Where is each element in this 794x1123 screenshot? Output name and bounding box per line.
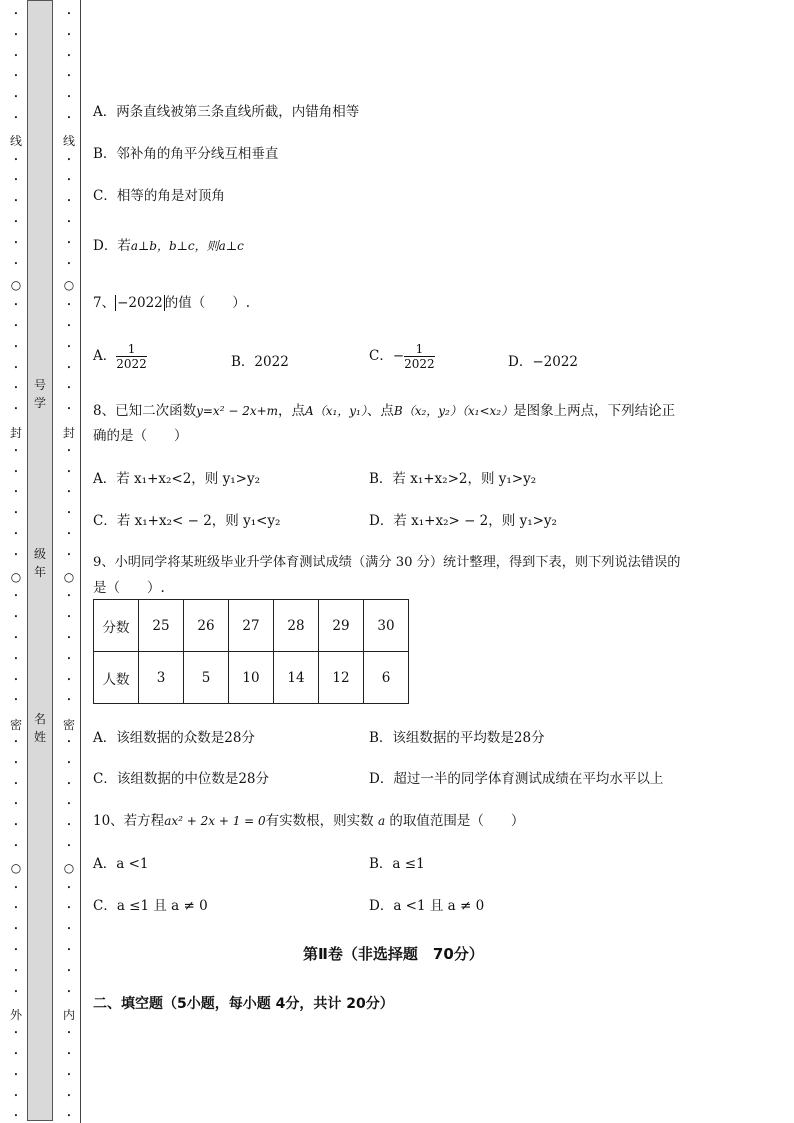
dot-mark: • xyxy=(66,530,72,538)
dot-mark: • xyxy=(13,342,19,351)
circle-mark: ○ xyxy=(63,861,75,875)
outer-mark-wai: 外 xyxy=(9,1008,22,1022)
dot-mark: • xyxy=(66,592,72,601)
dot-mark: • xyxy=(13,1091,19,1100)
section2-title: 二、填空题（5小题，每小题 4分，共计 20分） xyxy=(93,996,394,1012)
q9-option-a: A．该组数据的众数是28分 xyxy=(93,730,255,746)
circle-mark: ○ xyxy=(10,570,22,584)
circle-mark: ○ xyxy=(10,861,22,875)
dot-mark: • xyxy=(66,176,72,185)
q8-text-and: 、点 xyxy=(366,403,394,419)
outer-mark-mi: 密 xyxy=(9,718,22,732)
table-cell: 30 xyxy=(364,600,409,652)
q7-c-fraction xyxy=(404,342,435,371)
dot-mark: • xyxy=(66,634,72,642)
dot-mark: • xyxy=(66,322,72,330)
table-cell: 28 xyxy=(274,600,319,652)
q9-stem-line1: 9、小明同学将某班级毕业升学体育测试成绩（满分 30 分）统计整理，得到下表，则下列说法错误的 xyxy=(93,555,681,570)
q9-option-d: D．超过一半的同学体育测试成绩在平均水平以上 xyxy=(369,771,664,787)
dot-mark: • xyxy=(13,259,19,268)
dot-mark: • xyxy=(13,842,19,850)
q7-option-b: B．2022 xyxy=(231,354,289,370)
dot-mark: • xyxy=(13,1112,19,1121)
q10-equation: ax² + 2x + 1 = 0 xyxy=(164,814,266,828)
q8-text-tail: 是图象上两点，下列结论正 xyxy=(513,403,676,419)
q6-d-prefix: D．若 xyxy=(93,238,131,254)
dot-mark: • xyxy=(13,446,19,455)
dot-mark: • xyxy=(13,883,19,892)
q8-option-b: B．若 x₁+x₂>2，则 y₁>y₂ xyxy=(369,471,537,487)
dot-mark: • xyxy=(13,322,19,330)
dot-mark: • xyxy=(13,654,19,663)
q8-intro: 8、已知二次函数 xyxy=(93,403,197,419)
q8-option-a: A．若 x₁+x₂<2，则 y₁>y₂ xyxy=(93,471,260,487)
q6-d-middle: ，b⊥c，则 xyxy=(156,239,219,253)
table-cell: 人数 xyxy=(94,652,139,704)
table-cell: 14 xyxy=(274,652,319,704)
q7-stem xyxy=(93,291,250,311)
dot-mark: • xyxy=(66,675,72,684)
table-cell: 27 xyxy=(229,600,274,652)
dot-mark: • xyxy=(66,10,72,18)
dot-mark: • xyxy=(66,384,72,393)
dot-mark: • xyxy=(13,904,19,913)
dot-mark: • xyxy=(13,405,19,414)
dot-mark: • xyxy=(66,1029,72,1038)
dot-mark: • xyxy=(66,987,72,996)
q6-d-line-a: a xyxy=(130,239,138,253)
q8-option-c: C．若 x₁+x₂< − 2，则 y₁<y₂ xyxy=(93,513,281,529)
dot-mark: • xyxy=(13,72,19,81)
table-cell: 12 xyxy=(319,652,364,704)
q6-d-conclusion: a⊥c xyxy=(218,239,244,253)
dot-mark: • xyxy=(66,114,72,122)
q8-option-d: D．若 x₁+x₂> − 2，则 y₁>y₂ xyxy=(369,513,557,529)
table-cell: 29 xyxy=(319,600,364,652)
dot-mark: • xyxy=(66,363,72,372)
dot-mark: • xyxy=(13,176,19,185)
q7-c-numerator: 1 xyxy=(404,342,435,357)
q8-point-b: B（x₂，y₂）（x₁<x₂） xyxy=(393,404,514,418)
dot-mark: • xyxy=(66,779,72,788)
q9-option-b: B．该组数据的平均数是28分 xyxy=(369,730,545,746)
inner-mark-mi: 密 xyxy=(62,718,75,732)
dot-mark: • xyxy=(66,883,72,892)
dot-mark: • xyxy=(13,634,19,642)
table-row xyxy=(94,652,409,704)
dot-mark: • xyxy=(66,488,72,497)
dot-mark: • xyxy=(13,384,19,393)
table-cell: 5 xyxy=(184,652,229,704)
gutter-label-grade: 级年 xyxy=(33,547,46,579)
dot-mark: • xyxy=(13,509,19,518)
q7-c-denominator: 2022 xyxy=(404,357,435,371)
table-cell: 3 xyxy=(139,652,184,704)
dot-mark: • xyxy=(13,197,19,206)
dot-mark: • xyxy=(13,488,19,497)
dot-mark: • xyxy=(66,696,72,705)
q9-stem-line2: 是（ ）. xyxy=(93,580,165,596)
dot-mark: • xyxy=(13,821,19,830)
dot-mark: • xyxy=(66,259,72,268)
dot-mark: • xyxy=(13,613,19,622)
inner-mark-xian: 线 xyxy=(62,134,75,148)
dot-mark: • xyxy=(13,238,19,247)
dot-mark: • xyxy=(13,675,19,684)
q10-tail: 的取值范围是（ ） xyxy=(389,813,525,829)
dot-mark: • xyxy=(13,1050,19,1058)
dot-mark: • xyxy=(13,363,19,372)
dot-mark: • xyxy=(66,966,72,975)
gutter-label-name: 名姓 xyxy=(33,712,46,744)
dot-mark: • xyxy=(66,509,72,518)
dot-mark: • xyxy=(13,530,19,538)
table-cell: 26 xyxy=(184,600,229,652)
part2-title: 第Ⅱ卷（非选择题 70分） xyxy=(303,945,484,963)
q7-a-label: A． xyxy=(93,348,117,364)
dot-mark: • xyxy=(66,30,72,39)
dot-mark: • xyxy=(66,405,72,414)
q10-intro: 10、若方程 xyxy=(93,813,165,829)
q10-option-c: C．a ≤1 且 a ≠ 0 xyxy=(93,898,208,914)
dot-mark: • xyxy=(66,1091,72,1100)
dot-mark: • xyxy=(66,446,72,455)
dot-mark: • xyxy=(66,800,72,809)
dot-mark: • xyxy=(66,467,72,476)
dot-mark: • xyxy=(66,155,72,164)
dot-mark: • xyxy=(66,238,72,247)
inner-mark-nei: 内 xyxy=(62,1008,75,1022)
circle-mark: ○ xyxy=(10,278,22,292)
q7-a-fraction xyxy=(116,342,147,371)
dot-mark: • xyxy=(66,758,72,767)
score-table xyxy=(93,599,409,704)
dot-mark: • xyxy=(13,10,19,18)
dot-mark: • xyxy=(13,550,19,559)
dot-mark: • xyxy=(13,1029,19,1038)
q8-point-a: A（x₁，y₁） xyxy=(305,404,367,418)
dot-mark: • xyxy=(66,654,72,663)
table-cell: 10 xyxy=(229,652,274,704)
dot-mark: • xyxy=(66,93,72,102)
q6-d-line-b: b xyxy=(149,239,157,253)
dot-mark: • xyxy=(66,550,72,559)
dot-mark: • xyxy=(66,1112,72,1121)
dot-mark: • xyxy=(13,301,19,310)
q6-option-b: B．邻补角的角平分线互相垂直 xyxy=(93,146,279,162)
dot-mark: • xyxy=(13,946,19,954)
q10-option-b: B．a ≤1 xyxy=(369,856,425,872)
dot-mark: • xyxy=(66,738,72,746)
q7-a-numerator: 1 xyxy=(116,342,147,357)
q10-text: 有实数根，则实数 xyxy=(265,813,374,829)
dot-mark: • xyxy=(13,779,19,788)
outer-mark-xian: 线 xyxy=(9,134,22,148)
dot-mark: • xyxy=(13,93,19,102)
inner-mark-feng: 封 xyxy=(62,426,75,440)
dot-mark: • xyxy=(13,966,19,975)
q6-d-perp: ⊥ xyxy=(137,239,150,253)
q7-stem-tail: 的值（ ）. xyxy=(164,295,251,311)
q7-option-d: D．−2022 xyxy=(508,354,578,370)
dot-mark: • xyxy=(66,946,72,954)
q10-option-a: A．a <1 xyxy=(93,856,149,872)
q7-option-c xyxy=(369,342,435,371)
circle-mark: ○ xyxy=(63,570,75,584)
q8-stem-line2: 确的是（ ） xyxy=(93,428,188,444)
dot-mark: • xyxy=(13,467,19,476)
table-cell: 6 xyxy=(364,652,409,704)
dot-mark: • xyxy=(66,197,72,206)
dot-mark: • xyxy=(13,30,19,39)
dot-mark: • xyxy=(66,72,72,81)
dot-mark: • xyxy=(13,925,19,934)
dot-mark: • xyxy=(66,51,72,60)
q8-function: y=x² − 2x+m xyxy=(196,404,279,418)
table-cell: 25 xyxy=(139,600,184,652)
q10-stem xyxy=(93,809,524,829)
dot-mark: • xyxy=(13,155,19,164)
q6-option-c: C．相等的角是对顶角 xyxy=(93,188,225,204)
dot-mark: • xyxy=(13,987,19,996)
circle-mark: ○ xyxy=(63,278,75,292)
q7-c-label: C．− xyxy=(369,348,405,364)
dot-mark: • xyxy=(13,114,19,122)
gutter-label-student-id: 号学 xyxy=(33,378,46,410)
q6-option-d xyxy=(93,234,244,254)
q9-option-c: C．该组数据的中位数是28分 xyxy=(93,771,270,787)
dot-mark: • xyxy=(66,613,72,622)
q7-option-a xyxy=(93,342,147,371)
q6-option-a: A．两条直线被第三条直线所截，内错角相等 xyxy=(93,104,360,120)
margin-rule xyxy=(80,0,81,1123)
dot-mark: • xyxy=(13,800,19,809)
dot-mark: • xyxy=(13,51,19,60)
q10-option-d: D．a <1 且 a ≠ 0 xyxy=(369,898,485,914)
dot-mark: • xyxy=(13,738,19,746)
q8-text-point: ，点 xyxy=(278,403,306,419)
table-row xyxy=(94,600,409,652)
dot-mark: • xyxy=(66,301,72,310)
table-cell: 分数 xyxy=(94,600,139,652)
q7-abs-expression: −2022 xyxy=(117,295,163,311)
q8-stem-line1 xyxy=(93,399,675,419)
dot-mark: • xyxy=(66,842,72,850)
dot-mark: • xyxy=(13,696,19,705)
dot-mark: • xyxy=(13,218,19,226)
dot-mark: • xyxy=(13,1070,19,1079)
dot-mark: • xyxy=(66,1070,72,1079)
dot-mark: • xyxy=(66,1050,72,1058)
q7-number: 7、 xyxy=(93,295,116,311)
dot-mark: • xyxy=(66,342,72,351)
dot-mark: • xyxy=(66,904,72,913)
outer-mark-feng: 封 xyxy=(9,426,22,440)
q7-a-denominator: 2022 xyxy=(116,357,147,371)
dot-mark: • xyxy=(13,592,19,601)
dot-mark: • xyxy=(13,758,19,767)
dot-mark: • xyxy=(66,821,72,830)
dot-mark: • xyxy=(66,925,72,934)
q10-variable: a xyxy=(377,814,386,828)
dot-mark: • xyxy=(66,218,72,226)
